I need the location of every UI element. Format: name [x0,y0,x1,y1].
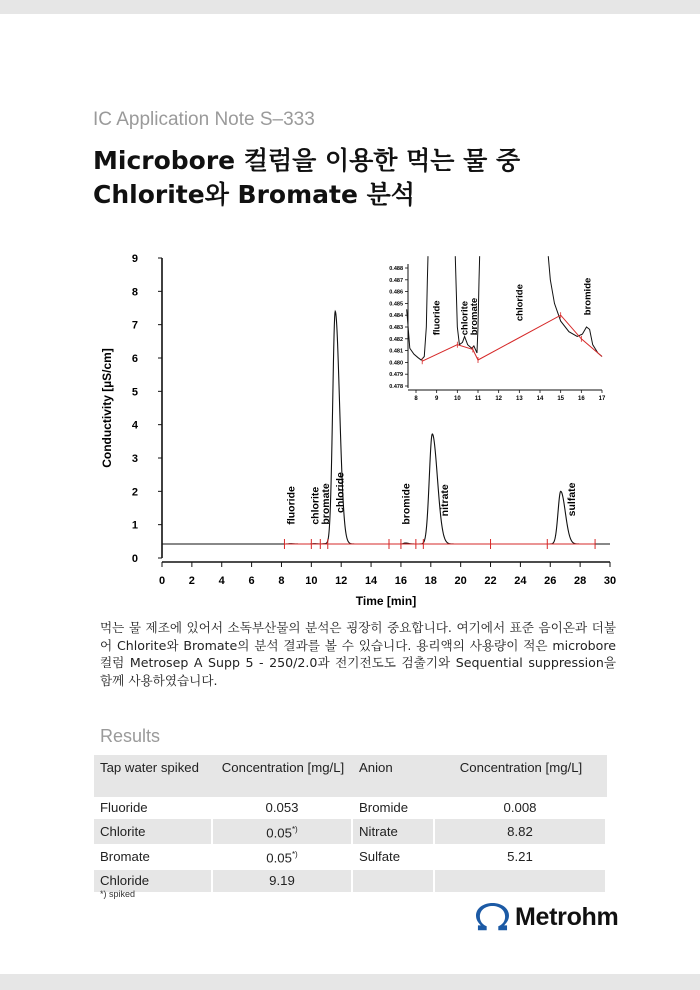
table-cell: 0.05*) [213,819,353,844]
table-cell: 0.008 [435,797,607,819]
x-tick-label: 28 [574,575,587,587]
peak-label-bromate: bromate [319,483,332,525]
x-tick-label: 30 [603,575,617,587]
inset-y-tick-label: 0.482 [389,336,403,343]
metrohm-logo [476,900,618,934]
application-note-label: IC Application Note S–333 [93,109,315,130]
table-cell: Sulfate [353,844,435,869]
peak-label-fluoride: fluoride [285,486,298,525]
inset-x-tick-label: 13 [515,396,523,402]
y-tick-label: 3 [131,453,138,465]
y-tick-label: 7 [131,319,138,332]
x-tick-label: 14 [364,575,378,587]
document-page [0,14,700,974]
table-cell: Chlorite [94,819,213,844]
y-tick-label: 0 [131,553,138,565]
table-cell: Nitrate [353,819,435,844]
x-tick-label: 4 [218,575,225,587]
results-header-row [94,755,607,797]
y-tick-label: 4 [131,419,138,432]
table-cell: Fluoride [94,797,213,819]
table-cell: 8.82 [435,819,607,844]
inset-x-tick-label: 12 [495,396,503,402]
peak-label-bromide: bromide [400,483,413,525]
x-tick-label: 22 [484,575,497,587]
inset-y-tick-label: 0.478 [389,384,403,390]
inset-x-tick-label: 10 [453,396,461,402]
x-tick-label: 10 [305,575,318,587]
footnote: *) spiked [100,889,136,899]
table-cell: Chloride [94,870,213,892]
inset-peak-label-bromide: bromide [582,277,594,316]
inset-background [380,258,610,408]
inset-y-tick-label: 0.488 [389,266,403,272]
inset-x-tick-label: 14 [536,396,544,402]
peak-label-chloride: chloride [334,472,347,513]
x-tick-label: 0 [158,575,166,587]
y-tick-label: 2 [131,486,138,499]
results-heading: Results [100,726,161,746]
x-tick-label: 16 [394,575,408,587]
x-tick-label: 6 [248,575,255,587]
inset-x-tick-label: 8 [414,396,418,402]
x-tick-label: 20 [454,575,467,587]
y-tick-label: 6 [131,353,138,365]
page-title: Microbore 컬럼을 이용한 먹는 물 중 Chlorite와 Bromate 분석 [93,146,521,209]
inset-peak-label-bromate: bromate [468,297,480,336]
inset-y-tick-label: 0.480 [389,360,403,367]
table-row [94,819,607,844]
inset-y-tick-label: 0.484 [389,313,403,320]
table-row [94,870,607,892]
chromatogram-chart [95,242,625,622]
inset-x-tick-label: 11 [474,396,482,402]
table-cell: 0.05*) [213,844,353,869]
table-row [94,844,607,869]
inset-x-tick-label: 9 [434,396,439,402]
inset-y-tick-label: 0.485 [389,301,403,308]
inset-y-tick-label: 0.486 [389,289,403,296]
inset-y-tick-label: 0.481 [389,348,403,355]
inset-x-tick-label: 16 [577,396,585,402]
inset-peak-label-chloride: chloride [514,284,526,322]
table-cell: 0.053 [213,797,353,819]
header-anion: Anion [353,755,435,797]
x-tick-label: 8 [278,575,285,587]
y-axis-label: Conductivity [µS/cm] [100,348,114,468]
y-tick-label: 1 [131,519,138,532]
x-tick-label: 12 [335,575,348,587]
inset-peak-label-fluoride: fluoride [431,300,443,336]
table-cell: Bromate [94,844,213,869]
table-cell [435,870,607,892]
x-axis-label: Time [min] [355,594,417,608]
table-row [94,797,607,819]
description-paragraph: 먹는 물 제조에 있어서 소독부산물의 분석은 굉장히 중요합니다. 여기에서 표준 음이온과 더불어 Chlorite와 Bromate의 분석 결과를 볼 수 있습니다. 용리액의 사용량이 적은 microbore 컬럼 Metrosep A Supp 5 - 250/2.0과 전기전도도 검출기와 Sequential suppression을 함께 사용하였습니다. [100,620,616,688]
header-concentration-1: Concentration [mg/L] [213,755,353,797]
inset-y-tick-label: 0.479 [389,372,403,379]
inset-y-tick-label: 0.487 [389,277,403,284]
inset-peak-label-chlorite: chlorite [459,300,471,336]
inset-x-tick-label: 15 [557,396,565,402]
logo-text: Metrohm [515,902,619,931]
table-cell [353,870,435,892]
inset-x-tick-label: 17 [598,396,606,402]
y-tick-label: 5 [131,386,138,399]
x-tick-label: 24 [514,575,527,587]
table-cell: Bromide [353,797,435,819]
omega-icon [476,902,510,932]
x-tick-label: 18 [424,575,437,587]
table-cell: 5.21 [435,844,607,869]
x-tick-label: 26 [544,575,557,587]
header-concentration-2: Concentration [mg/L] [435,755,607,797]
results-table [94,755,607,892]
peak-label-chlorite: chlorite [309,486,322,525]
peak-label-sulfate: sulfate [566,482,579,517]
y-tick-label: 8 [131,286,138,299]
inset-y-tick-label: 0.483 [389,325,403,331]
table-cell: 9.19 [213,870,353,892]
x-tick-label: 2 [188,575,195,587]
header-tap-water: Tap water spiked [94,755,213,797]
peak-label-nitrate: nitrate [439,484,452,517]
y-tick-label: 9 [131,253,138,265]
